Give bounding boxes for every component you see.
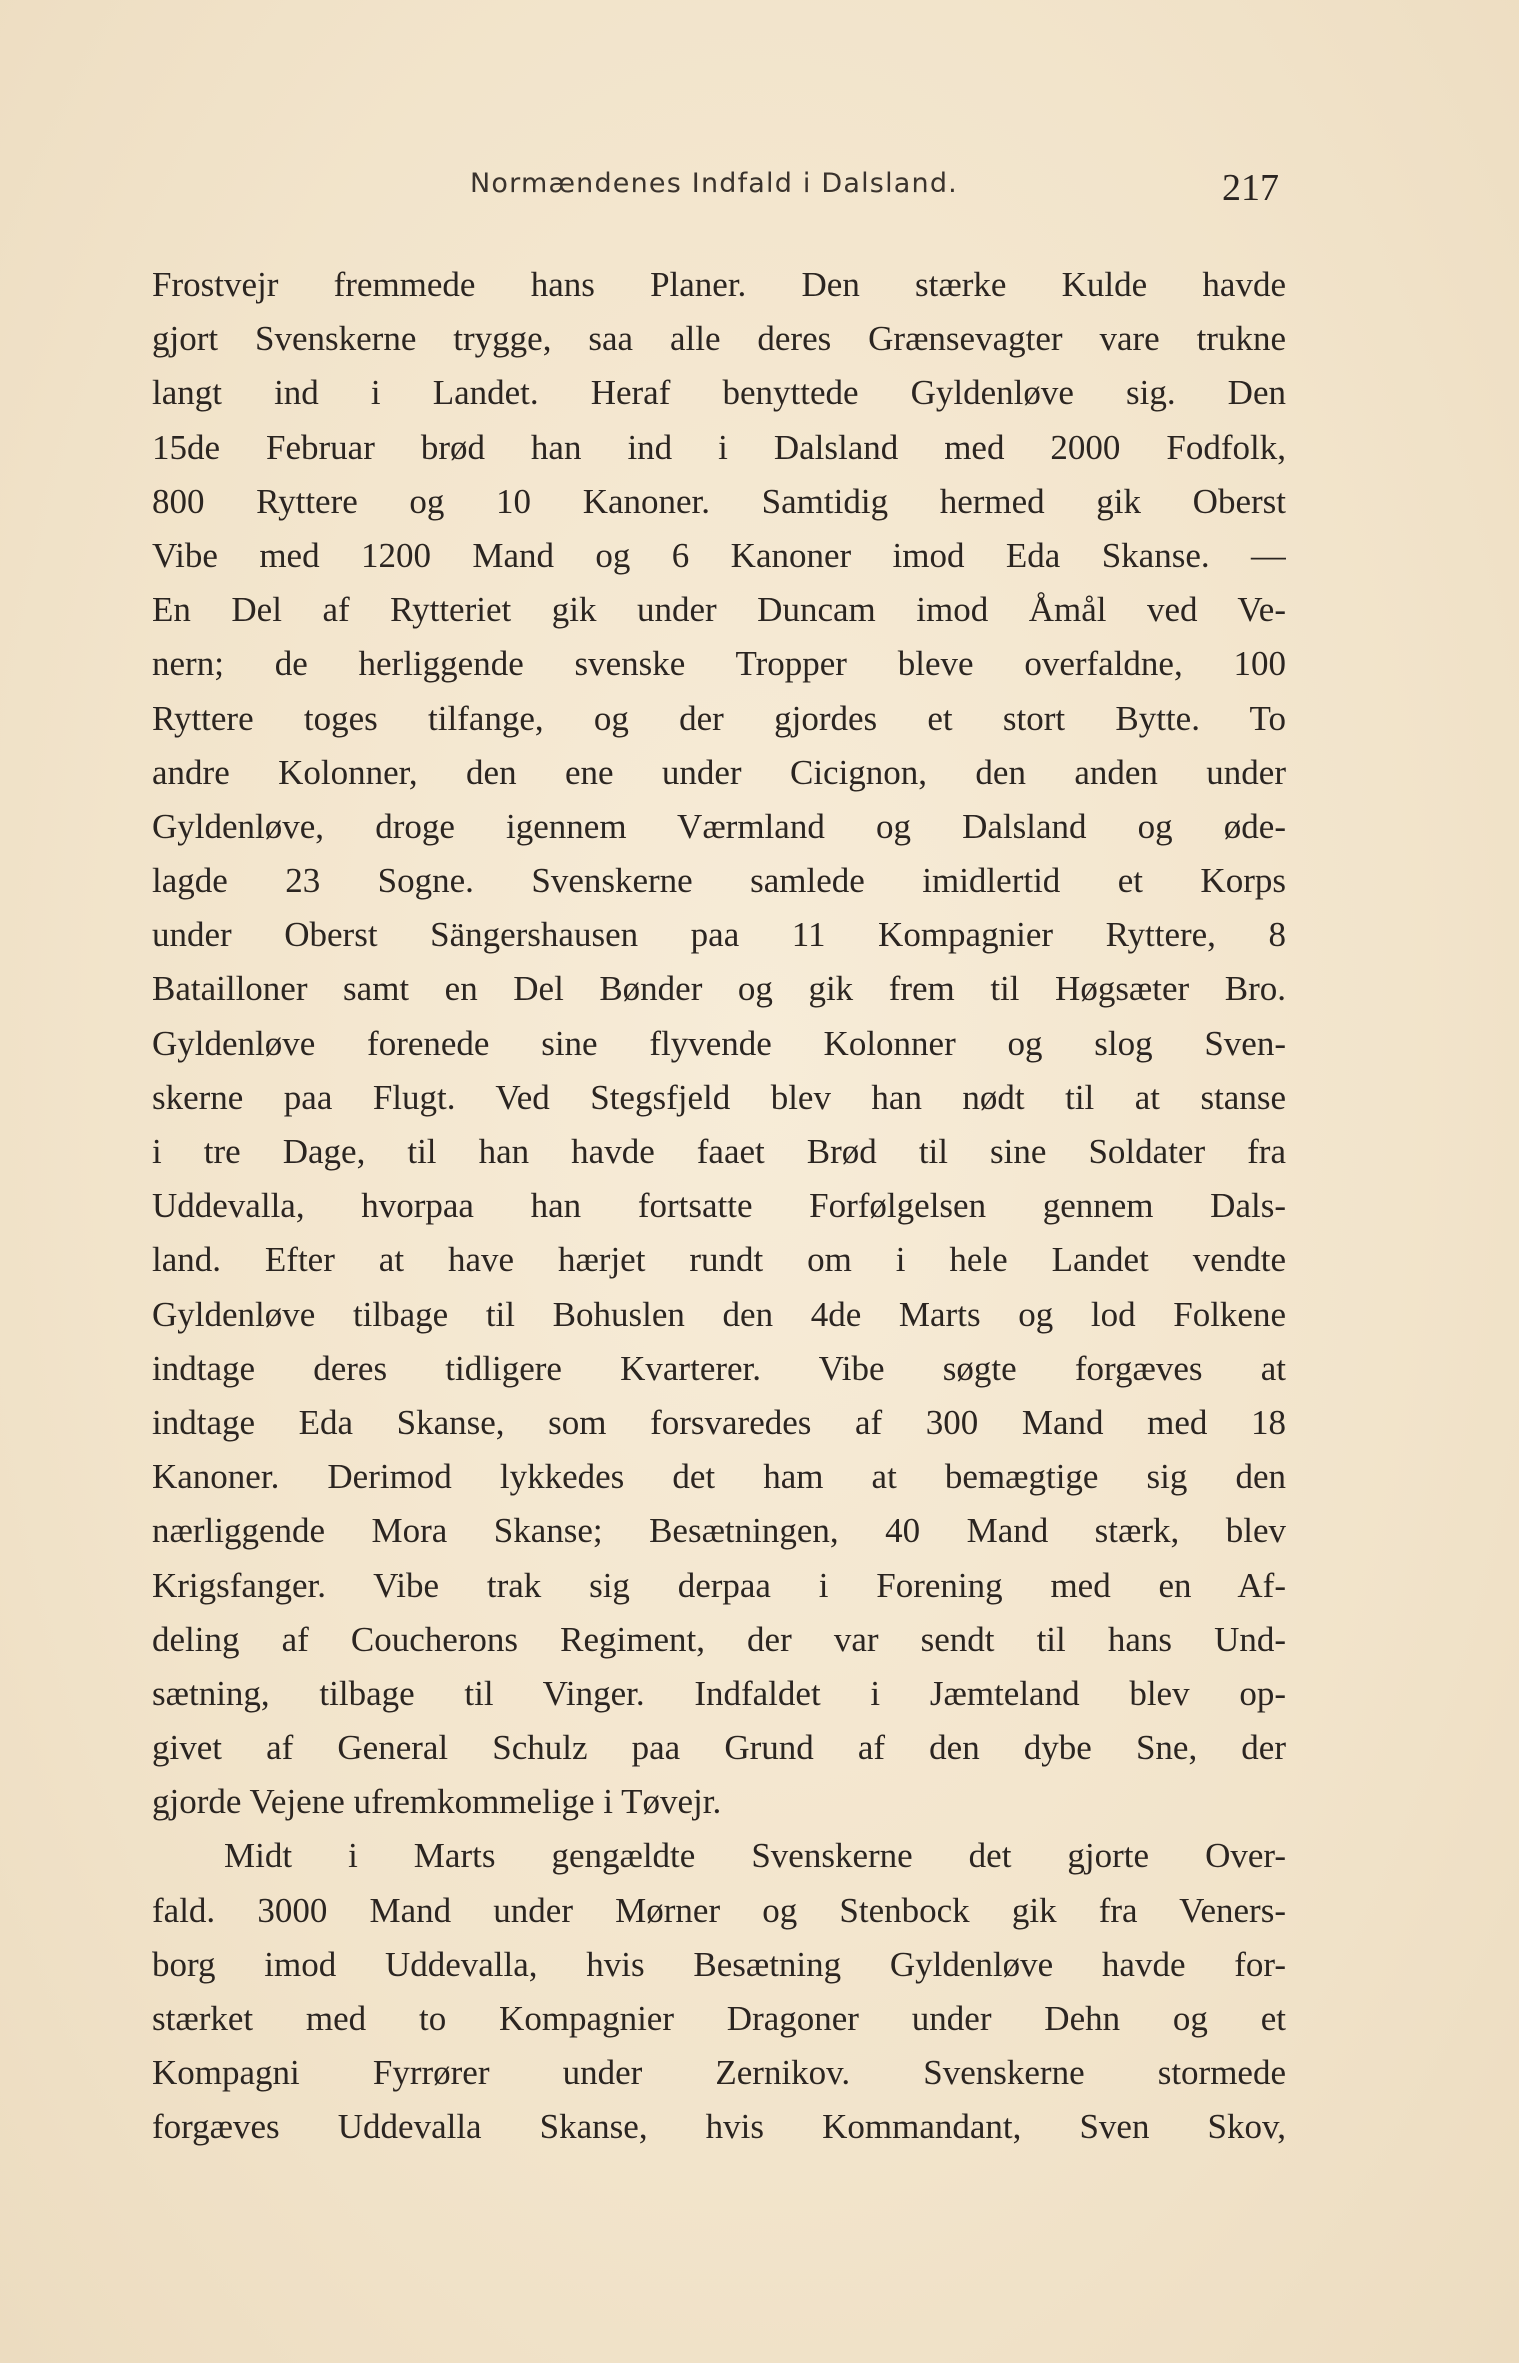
text-line: givet af General Schulz paa Grund af den dybe Sne, der bbox=[152, 1728, 1286, 1768]
text-line: Batailloner samt en Del Bønder og gik frem til Høgsæter Bro. bbox=[152, 969, 1286, 1009]
text-line: Gyldenløve forenede sine flyvende Kolonner og slog Sven- bbox=[152, 1023, 1286, 1063]
text-line: forgæves Uddevalla Skanse, hvis Kommandant, Sven Skov, bbox=[152, 2107, 1286, 2147]
text-line: nærliggende Mora Skanse; Besætningen, 40 Mand stærk, blev bbox=[152, 1511, 1286, 1551]
text-line: under Oberst Sängershausen paa 11 Kompagnier Ryttere, 8 bbox=[152, 915, 1286, 955]
text-line: 15de Februar brød han ind i Dalsland med 2000 Fodfolk, bbox=[152, 427, 1286, 467]
text-line: stærket med to Kompagnier Dragoner under Dehn og et bbox=[152, 1999, 1286, 2038]
text-line: Ryttere toges tilfange, og der gjordes et stort Bytte. To bbox=[152, 698, 1286, 738]
text-line: Midt i Marts gengældte Svenskerne det gjorte Over- bbox=[224, 1836, 1286, 1876]
text-line: Vibe med 1200 Mand og 6 Kanoner imod Eda Skanse. — bbox=[152, 535, 1286, 575]
text-line: land. Efter at have hærjet rundt om i hele Landet vendte bbox=[152, 1240, 1286, 1280]
text-line: andre Kolonner, den ene under Cicignon, den anden under bbox=[152, 752, 1286, 792]
text-line: Kompagni Fyrrører under Zernikov. Svenskerne stormede bbox=[152, 2053, 1286, 2093]
text-line: sætning, tilbage til Vinger. Indfaldet i Jæmteland blev op- bbox=[152, 1673, 1286, 1713]
text-line: Krigsfanger. Vibe trak sig derpaa i Forening med en Af- bbox=[152, 1565, 1286, 1605]
text-line: langt ind i Landet. Heraf benyttede Gyldenløve sig. Den bbox=[152, 373, 1286, 413]
body-text bbox=[152, 258, 1286, 2155]
running-head-title: Normændenes Indfald i Dalsland. bbox=[470, 168, 958, 199]
text-line: gjort Svenskerne trygge, saa alle deres Grænsevagter vare trukne bbox=[152, 319, 1286, 359]
text-line: skerne paa Flugt. Ved Stegsfjeld blev han nødt til at stanse bbox=[152, 1077, 1286, 1117]
text-line: Uddevalla, hvorpaa han fortsatte Forfølgelsen gennem Dals- bbox=[152, 1186, 1286, 1226]
text-line: Kanoner. Derimod lykkedes det ham at bemægtige sig den bbox=[152, 1457, 1286, 1497]
text-line: nern; de herliggende svenske Tropper bleve overfaldne, 100 bbox=[152, 644, 1286, 684]
text-line: Gyldenløve, droge igennem Værmland og Dalsland og øde- bbox=[152, 806, 1286, 846]
text-line: Frostvejr fremmede hans Planer. Den stærke Kulde havde bbox=[152, 265, 1286, 304]
text-line: borg imod Uddevalla, hvis Besætning Gyldenløve havde for- bbox=[152, 1944, 1286, 1984]
text-line: Gyldenløve tilbage til Bohuslen den 4de Marts og lod Folkene bbox=[152, 1294, 1286, 1334]
text-line: En Del af Rytteriet gik under Duncam imod Åmål ved Ve- bbox=[152, 590, 1286, 630]
text-line: gjorde Vejene ufremkommelige i Tøvejr. bbox=[152, 1782, 722, 1822]
text-line: indtage deres tidligere Kvarterer. Vibe søgte forgæves at bbox=[152, 1348, 1286, 1388]
text-line: i tre Dage, til han havde faaet Brød til sine Soldater fra bbox=[152, 1132, 1286, 1171]
text-line: fald. 3000 Mand under Mørner og Stenbock gik fra Veners- bbox=[152, 1890, 1286, 1930]
text-line: deling af Coucherons Regiment, der var sendt til hans Und- bbox=[152, 1619, 1286, 1659]
text-line: 800 Ryttere og 10 Kanoner. Samtidig hermed gik Oberst bbox=[152, 481, 1286, 521]
text-line: lagde 23 Sogne. Svenskerne samlede imidlertid et Korps bbox=[152, 861, 1286, 901]
page-number: 217 bbox=[1222, 167, 1279, 209]
text-line: indtage Eda Skanse, som forsvaredes af 300 Mand med 18 bbox=[152, 1402, 1286, 1442]
